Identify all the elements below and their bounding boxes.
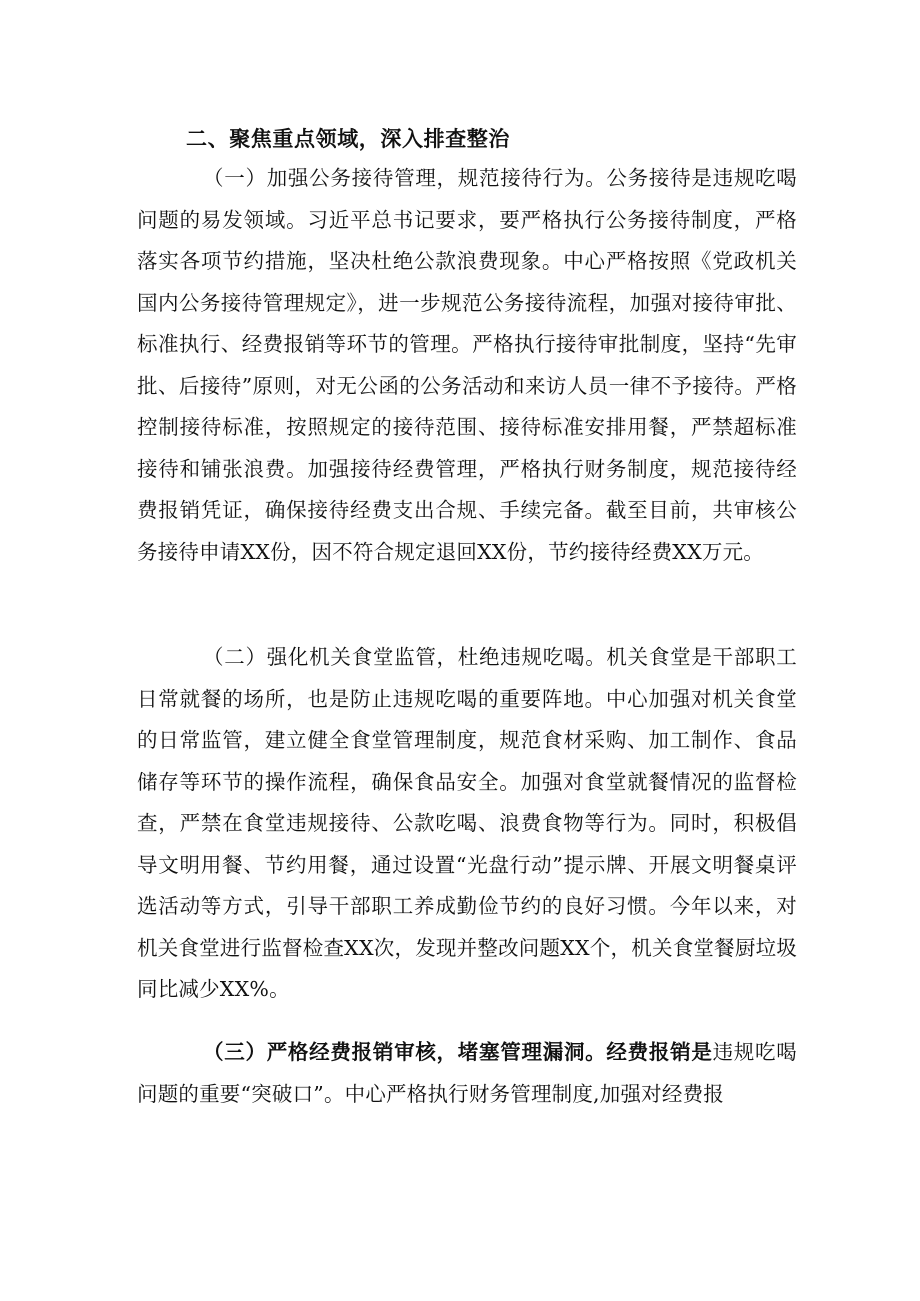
paragraph-expense-review <box>137 1032 797 1115</box>
paragraph-expense-review-text: 违规吃喝问题的重要“突破口”。中心严格执行财务管理制度,加强对经费报 <box>137 1040 797 1106</box>
paragraph-expense-review-lead: （三）严格经费报销审核，堵塞管理漏洞。经费报销是 <box>203 1040 713 1064</box>
paragraph-reception-management: （一）加强公务接待管理，规范接待行为。公务接待是违规吃喝问题的易发领域。习近平总书记要求，要严格执行公务接待制度，严格落实各项节约措施，坚决杜绝公款浪费现象。中心严格按照《党政机关国内公务接待管理规定》，进一步规范公务接待流程，加强对接待审批、标准执行、经费报销等环节的管理。严格执行接待审批制度，坚持“先审批、后接待”原则，对无公函的公务活动和来访人员一律不予接待。严格控制接待标准，按照规定的接待范围、接待标准安排用餐，严禁超标准接待和铺张浪费。加强接待经费管理，严格执行财务制度，规范接待经费报销凭证，确保接待经费支出合规、手续完备。截至目前，共审核公务接待申请XX份，因不符合规定退回XX份，节约接待经费XX万元。 <box>137 166 797 564</box>
section-heading: 二、聚焦重点领域，深入排查整治 <box>186 126 510 151</box>
paragraph-canteen-supervision: （二）强化机关食堂监管，杜绝违规吃喝。机关食堂是干部职工日常就餐的场所，也是防止违规吃喝的重要阵地。中心加强对机关食堂的日常监管，建立健全食堂管理制度，规范食材采购、加工制作、食品储存等环节的操作流程，确保食品安全。加强对食堂就餐情况的监督检查，严禁在食堂违规接待、公款吃喝、浪费食物等行为。同时，积极倡导文明用餐、节约用餐，通过设置“光盘行动”提示牌、开展文明餐桌评选活动等方式，引导干部职工养成勤俭节约的良好习惯。今年以来，对机关食堂进行监督检查XX次，发现并整改问题XX个，机关食堂餐厨垃圾同比减少XX%。 <box>137 645 797 1001</box>
